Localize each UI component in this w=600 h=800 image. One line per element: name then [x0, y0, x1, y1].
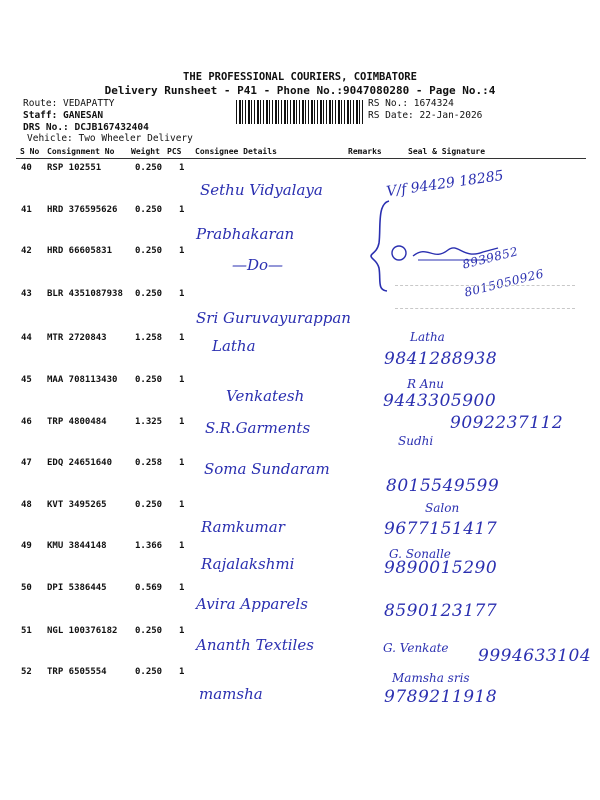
row-phone: 9994633104	[478, 646, 592, 666]
row-phone: 8590123177	[384, 601, 498, 621]
document-title: THE PROFESSIONAL COURIERS, COIMBATORE	[183, 71, 417, 83]
row-consignee: Prabhakaran	[196, 225, 295, 243]
row-consignment: KMU 3844148	[47, 541, 107, 551]
row-consignee: S.R.Garments	[205, 419, 311, 437]
row-signature: R Anu	[407, 377, 444, 391]
staff-label: Staff: GANESAN	[23, 110, 104, 121]
row-pcs: 1	[179, 333, 185, 343]
col-seal-signature: Seal & Signature	[408, 147, 486, 156]
row-phone: 9092237112	[450, 413, 564, 433]
row-pcs: 1	[179, 500, 185, 510]
row-sno: 50	[21, 583, 32, 593]
row-consignee: —Do—	[232, 256, 284, 274]
row-consignment: TRP 4800484	[47, 417, 107, 427]
col-consignee: Consignee Details	[195, 147, 277, 156]
row-consignee: Sri Guruvayurappan	[196, 309, 351, 327]
row-consignment: MAA 708113430	[47, 375, 118, 385]
row-sno: 44	[21, 333, 32, 343]
row-consignment: BLR 4351087938	[47, 289, 123, 299]
row-phone: 8015549599	[386, 476, 500, 496]
row-consignee: Soma Sundaram	[204, 460, 330, 478]
row-pcs: 1	[179, 458, 185, 468]
row-signature: Mamsha sris	[392, 671, 470, 685]
col-consignment: Consignment No	[47, 147, 115, 156]
seal-stamp	[395, 285, 575, 311]
row-pcs: 1	[179, 583, 185, 593]
row-phone: 9841288938	[384, 349, 498, 369]
row-sno: 41	[21, 205, 32, 215]
row-weight: 1.325	[135, 417, 163, 427]
col-pcs: PCS	[167, 147, 182, 156]
row-consignee: Sethu Vidyalaya	[200, 181, 323, 199]
vehicle-label: Vehicle: Two Wheeler Delivery	[27, 133, 193, 144]
document-subtitle: Delivery Runsheet - P41 - Phone No.:9047080280 - Page No.:4	[104, 84, 496, 97]
row-pcs: 1	[179, 163, 185, 173]
row-weight: 0.250	[135, 375, 163, 385]
rs-date: RS Date: 22-Jan-2026	[368, 110, 483, 121]
row-sno: 52	[21, 667, 32, 677]
row-consignee: Venkatesh	[226, 387, 305, 405]
row-consignment: RSP 102551	[47, 163, 102, 173]
row-signature: G. Sonalle	[389, 547, 451, 561]
row-weight: 0.569	[135, 583, 163, 593]
row-consignee: Avira Apparels	[196, 595, 308, 613]
row-consignee: Rajalakshmi	[201, 555, 295, 573]
row-consignment: KVT 3495265	[47, 500, 107, 510]
row-consignee: Ananth Textiles	[196, 636, 314, 654]
col-sno: S No	[20, 147, 40, 156]
row-consignment: MTR 2720843	[47, 333, 107, 343]
row-consignee: mamsha	[199, 685, 263, 703]
row-weight: 1.258	[135, 333, 163, 343]
row-signature: Sudhi	[398, 434, 434, 448]
row-consignment: HRD 376595626	[47, 205, 118, 215]
row-pcs: 1	[179, 667, 185, 677]
row-signature: V/f 94429 18285	[385, 167, 505, 201]
row-weight: 0.250	[135, 667, 163, 677]
row-consignment: TRP 6505554	[47, 667, 107, 677]
row-phone: 9890015290	[384, 558, 498, 578]
row-pcs: 1	[179, 417, 185, 427]
row-sno: 43	[21, 289, 32, 299]
row-weight: 0.250	[135, 500, 163, 510]
row-sno: 45	[21, 375, 32, 385]
row-weight: 0.258	[135, 458, 163, 468]
row-sno: 51	[21, 626, 32, 636]
col-remarks: Remarks	[348, 147, 382, 156]
row-pcs: 1	[179, 246, 185, 256]
row-weight: 0.250	[135, 246, 163, 256]
row-consignment: NGL 100376182	[47, 626, 118, 636]
row-phone: 8015050926	[463, 266, 546, 300]
col-weight: Weight	[131, 147, 160, 156]
row-sno: 49	[21, 541, 32, 551]
row-weight: 0.250	[135, 289, 163, 299]
row-sno: 46	[21, 417, 32, 427]
drs-label: DRS No.: DCJB167432404	[23, 122, 149, 133]
row-phone: 9677151417	[384, 519, 498, 539]
row-pcs: 1	[179, 626, 185, 636]
row-phone: 8939852	[461, 244, 520, 272]
row-consignment: EDQ 24651640	[47, 458, 113, 468]
row-pcs: 1	[179, 541, 185, 551]
row-signature: Salon	[425, 501, 460, 515]
scribble-signature	[388, 240, 508, 270]
row-sno: 47	[21, 458, 32, 468]
row-consignee: Ramkumar	[201, 518, 285, 536]
row-phone: 9443305900	[383, 391, 497, 411]
route-label: Route: VEDAPATTY	[23, 98, 115, 109]
row-sno: 40	[21, 163, 32, 173]
rs-number: RS No.: 1674324	[368, 98, 454, 109]
row-consignee: Latha	[212, 337, 256, 355]
row-weight: 0.250	[135, 163, 163, 173]
row-phone: 9789211918	[384, 687, 498, 707]
row-weight: 0.250	[135, 626, 163, 636]
row-signature: Latha	[410, 330, 445, 344]
row-pcs: 1	[179, 205, 185, 215]
row-weight: 1.366	[135, 541, 163, 551]
header-divider	[16, 158, 586, 159]
row-signature: G. Venkate	[383, 641, 449, 655]
row-consignment: HRD 66605831	[47, 246, 113, 256]
barcode-image	[236, 100, 364, 124]
row-sno: 48	[21, 500, 32, 510]
row-weight: 0.250	[135, 205, 163, 215]
row-pcs: 1	[179, 375, 185, 385]
row-pcs: 1	[179, 289, 185, 299]
row-sno: 42	[21, 246, 32, 256]
row-consignment: DPI 5386445	[47, 583, 107, 593]
